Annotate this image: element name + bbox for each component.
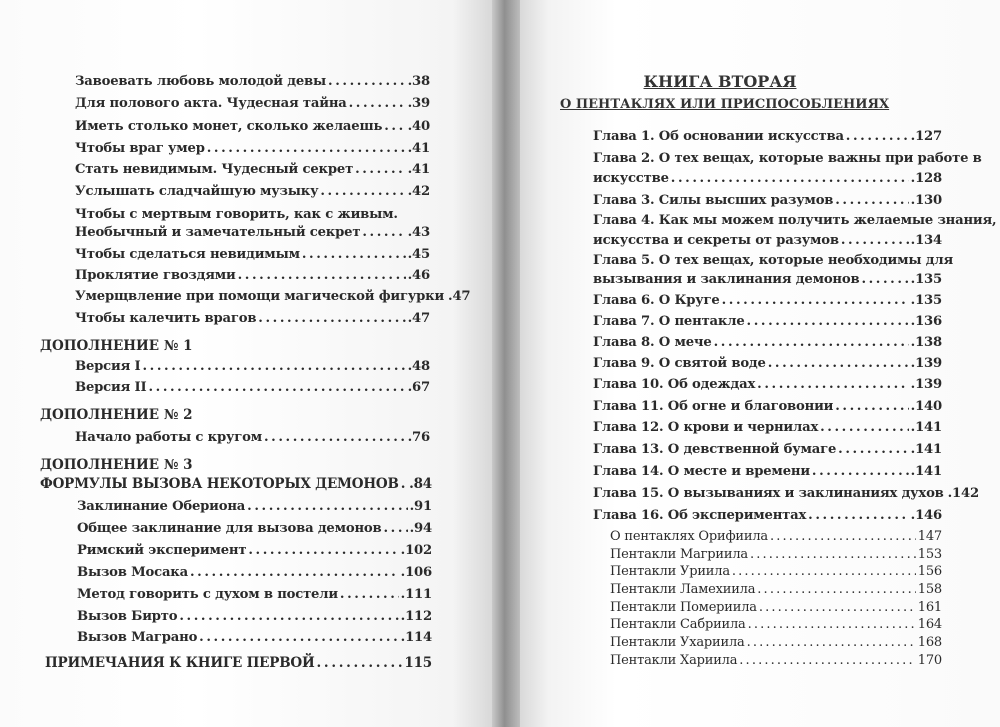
toc-entry	[77, 609, 432, 624]
dot-leader	[248, 543, 398, 558]
entry-page-number: .128	[910, 171, 942, 186]
entry-title: Глава 15. О вызываниях и заклинаниях духов	[593, 486, 944, 501]
pentacle-entry	[610, 653, 942, 668]
entry-title: Глава 11. Об огне и благовонии	[593, 399, 834, 414]
entry-page-number: .42	[407, 184, 430, 199]
toc-entry	[75, 184, 430, 199]
entry-title: Иметь столько монет, сколько желаешь	[75, 119, 383, 134]
dot-leader	[757, 582, 915, 597]
dot-leader	[302, 247, 406, 262]
entry-page-number: .91	[409, 499, 432, 514]
chapter-entry	[593, 420, 942, 435]
dot-leader	[190, 565, 399, 580]
entry-title: Глава 4. Как мы можем получить желаемые знания,	[593, 213, 997, 228]
entry-title: Глава 10. Об одеждах	[593, 377, 756, 392]
dot-leader	[258, 311, 405, 326]
dot-leader	[722, 293, 909, 308]
appendix-3-heading: ДОПОЛНЕНИЕ № 3	[40, 457, 193, 473]
entry-page-number: .48	[407, 359, 430, 374]
toc-entry	[77, 521, 432, 536]
dot-leader	[714, 335, 909, 350]
chapter-entry	[593, 377, 942, 392]
entry-title: Чтобы враг умер	[75, 141, 205, 156]
entry-title: ПРИМЕЧАНИЯ К КНИГЕ ПЕРВОЙ	[45, 655, 315, 671]
dot-leader	[355, 162, 406, 177]
entry-title: ФОРМУЛЫ ВЫЗОВА НЕКОТОРЫХ ДЕМОНОВ	[40, 476, 399, 492]
dot-leader	[757, 377, 909, 392]
dot-leader	[671, 171, 909, 186]
dot-leader	[747, 314, 909, 329]
toc-entry	[75, 96, 430, 111]
entry-page-number: .38	[407, 74, 430, 89]
entry-title: Вызов Мосака	[77, 565, 188, 580]
dot-leader	[861, 272, 908, 287]
toc-entry	[75, 225, 430, 240]
entry-title: Чтобы сделаться невидимым	[75, 247, 300, 262]
entry-page-number: .41	[407, 162, 430, 177]
pentacle-entry	[610, 529, 942, 544]
entry-title: Глава 12. О крови и чернилах	[593, 420, 819, 435]
dot-leader	[812, 464, 909, 479]
pentacle-entry	[610, 564, 942, 579]
toc-entry	[75, 141, 430, 156]
dot-leader	[349, 96, 406, 111]
entry-page-number: 115	[404, 655, 432, 671]
entry-page-number: 168	[917, 635, 942, 650]
entry-title: Заклинание Обериона	[77, 499, 246, 514]
entry-page-number: .76	[407, 430, 430, 445]
entry-title: Вызов Маграно	[77, 630, 198, 645]
entry-title: Глава 2. О тех вещах, которые важны при работе в	[593, 151, 982, 166]
entry-page-number: .40	[407, 119, 430, 134]
dot-leader	[739, 653, 915, 668]
chapter-entry	[593, 293, 942, 308]
dot-leader	[759, 600, 916, 615]
entry-page-number: 170	[917, 653, 942, 668]
notes-entry	[45, 655, 432, 671]
entry-title: искусства и секреты от разумов	[593, 233, 839, 248]
chapter-entry	[593, 213, 997, 228]
dot-leader	[328, 74, 406, 89]
toc-entry	[77, 630, 432, 645]
entry-title: Пентакли Магриила	[610, 547, 748, 562]
toc-entry	[75, 207, 430, 222]
dot-leader	[238, 268, 406, 283]
entry-title: Чтобы калечить врагов	[75, 311, 257, 326]
entry-title: Пентакли Ухариила	[610, 635, 745, 650]
entry-title: Чтобы с мертвым говорить, как с живым.	[75, 207, 398, 222]
entry-title: Пентакли Уриила	[610, 564, 730, 579]
chapter-entry	[593, 233, 942, 248]
appendix-2-heading: ДОПОЛНЕНИЕ № 2	[40, 407, 193, 423]
entry-title: Проклятие гвоздями	[75, 268, 236, 283]
entry-page-number: .94	[409, 521, 432, 536]
entry-page-number: 161	[917, 600, 942, 615]
entry-page-number: 153	[917, 547, 942, 562]
entry-title: Необычный и замечательный секрет	[75, 225, 361, 240]
entry-page-number: .84	[409, 476, 432, 492]
dot-leader	[770, 529, 916, 544]
entry-title: Для полового акта. Чудесная тайна	[75, 96, 347, 111]
pentacle-entry	[610, 635, 942, 650]
entry-title: Вызов Бирто	[77, 609, 178, 624]
toc-entry	[75, 74, 430, 89]
dot-leader	[317, 655, 403, 671]
entry-page-number: .43	[407, 225, 430, 240]
dot-leader	[846, 129, 909, 144]
entry-title: Глава 5. О тех вещах, которые необходимы для	[593, 253, 953, 268]
entry-page-number: .130	[910, 193, 942, 208]
entry-title: Метод говорить с духом в постели	[77, 587, 338, 602]
appendix-1-heading: ДОПОЛНЕНИЕ № 1	[40, 338, 193, 354]
toc-entry	[75, 311, 430, 326]
entry-title: Глава 9. О святой воде	[593, 356, 766, 371]
entry-title: Глава 8. О мече	[593, 335, 712, 350]
entry-page-number: .139	[910, 377, 942, 392]
chapter-entry	[593, 464, 942, 479]
pentacle-entry	[610, 582, 942, 597]
dot-leader	[199, 630, 399, 645]
dot-leader	[383, 521, 407, 536]
entry-title: Версия II	[75, 380, 147, 395]
pentacle-entry	[610, 617, 942, 632]
book-title: КНИГА ВТОРАЯ	[643, 72, 797, 91]
toc-entry	[77, 499, 432, 514]
entry-title: Начало работы с кругом	[75, 430, 262, 445]
toc-entry	[75, 119, 430, 134]
entry-page-number: .114	[400, 630, 432, 645]
entry-title: Услышать сладчайшую музыку	[75, 184, 319, 199]
toc-entry	[75, 359, 430, 374]
dot-leader	[264, 430, 406, 445]
dot-leader	[841, 233, 909, 248]
dot-leader	[247, 499, 408, 514]
toc-entry	[75, 380, 430, 395]
entry-page-number: .47	[407, 311, 430, 326]
chapter-entry	[593, 314, 942, 329]
dot-leader	[362, 225, 405, 240]
toc-entry	[75, 268, 430, 283]
entry-title: Глава 1. Об основании искусства	[593, 129, 844, 144]
dot-leader	[835, 193, 908, 208]
dot-leader	[750, 547, 916, 562]
entry-page-number: .146	[910, 508, 942, 523]
entry-page-number: 164	[917, 617, 942, 632]
entry-page-number: .135	[910, 293, 942, 308]
toc-entry	[75, 247, 430, 262]
entry-page-number: .47	[448, 289, 471, 304]
toc-entry	[75, 430, 430, 445]
entry-title: Завоевать любовь молодой девы	[75, 74, 327, 89]
entry-page-number: .112	[400, 609, 432, 624]
chapter-entry	[593, 129, 942, 144]
entry-title: вызывания и заклинания демонов	[593, 272, 860, 287]
entry-page-number: .135	[910, 272, 942, 287]
entry-title: Глава 14. О месте и времени	[593, 464, 810, 479]
entry-title: Глава 3. Силы высших разумов	[593, 193, 834, 208]
entry-title: Глава 6. О Круге	[593, 293, 720, 308]
pentacle-entry	[610, 547, 942, 562]
dot-leader	[179, 609, 398, 624]
dot-leader	[835, 399, 908, 414]
chapter-entry	[593, 356, 942, 371]
dot-leader	[384, 119, 405, 134]
entry-page-number: .140	[910, 399, 942, 414]
dot-leader	[820, 420, 909, 435]
entry-title: Версия I	[75, 359, 141, 374]
appendix-3-subheading	[40, 476, 432, 492]
pentacle-entry	[610, 600, 942, 615]
entry-page-number: .134	[910, 233, 942, 248]
entry-page-number: .67	[407, 380, 430, 395]
entry-title: Римский эксперимент	[77, 543, 247, 558]
toc-entry	[77, 587, 432, 602]
toc-entry	[75, 162, 430, 177]
entry-title: Глава 7. О пентакле	[593, 314, 745, 329]
entry-page-number: 147	[917, 529, 942, 544]
book-subtitle: О ПЕНТАКЛЯХ ИЛИ ПРИСПОСОБЛЕНИЯХ	[560, 97, 890, 112]
dot-leader	[320, 184, 405, 199]
dot-leader	[747, 635, 916, 650]
entry-page-number: .141	[910, 420, 942, 435]
dot-leader	[748, 617, 916, 632]
entry-title: Общее заклинание для вызова демонов	[77, 521, 382, 536]
entry-page-number: 158	[917, 582, 942, 597]
dot-leader	[401, 476, 407, 492]
chapter-entry	[593, 335, 942, 350]
dot-leader	[207, 141, 406, 156]
entry-page-number: .136	[910, 314, 942, 329]
dot-leader	[808, 508, 909, 523]
entry-title: искусстве	[593, 171, 669, 186]
entry-title: Умерщвление при помощи магической фигурки	[75, 289, 445, 304]
book-gutter	[492, 0, 520, 727]
chapter-entry	[593, 399, 942, 414]
entry-page-number: .111	[400, 587, 432, 602]
dot-leader	[838, 442, 909, 457]
chapter-entry	[593, 486, 979, 501]
entry-page-number: .138	[910, 335, 942, 350]
entry-title: Пентакли Сабриила	[610, 617, 746, 632]
entry-page-number: .106	[400, 565, 432, 580]
toc-entry	[75, 289, 471, 304]
entry-page-number: 156	[917, 564, 942, 579]
chapter-entry	[593, 171, 942, 186]
entry-title: Пентакли Хариила	[610, 653, 738, 668]
chapter-entry	[593, 193, 942, 208]
toc-entry	[77, 543, 432, 558]
chapter-entry	[593, 442, 942, 457]
entry-page-number: .41	[407, 141, 430, 156]
dot-leader	[148, 380, 405, 395]
entry-page-number: .46	[407, 268, 430, 283]
entry-page-number: .39	[407, 96, 430, 111]
dot-leader	[732, 564, 916, 579]
entry-page-number: .102	[400, 543, 432, 558]
dot-leader	[768, 356, 909, 371]
entry-title: Глава 13. О девственной бумаге	[593, 442, 837, 457]
chapter-entry	[593, 151, 982, 166]
entry-page-number: .45	[407, 247, 430, 262]
entry-page-number: .142	[947, 486, 979, 501]
entry-page-number: .141	[910, 464, 942, 479]
entry-page-number: .141	[910, 442, 942, 457]
entry-title: Пентакли Помериила	[610, 600, 757, 615]
chapter-entry	[593, 253, 953, 268]
entry-title: Глава 16. Об экспериментах	[593, 508, 807, 523]
dot-leader	[340, 587, 399, 602]
entry-title: О пентаклях Орифиила	[610, 529, 768, 544]
entry-title: Пентакли Ламехиила	[610, 582, 756, 597]
entry-page-number: .139	[910, 356, 942, 371]
toc-entry	[77, 565, 432, 580]
entry-title: Стать невидимым. Чудесный секрет	[75, 162, 354, 177]
dot-leader	[142, 359, 405, 374]
chapter-entry	[593, 272, 942, 287]
entry-page-number: .127	[910, 129, 942, 144]
chapter-entry	[593, 508, 942, 523]
